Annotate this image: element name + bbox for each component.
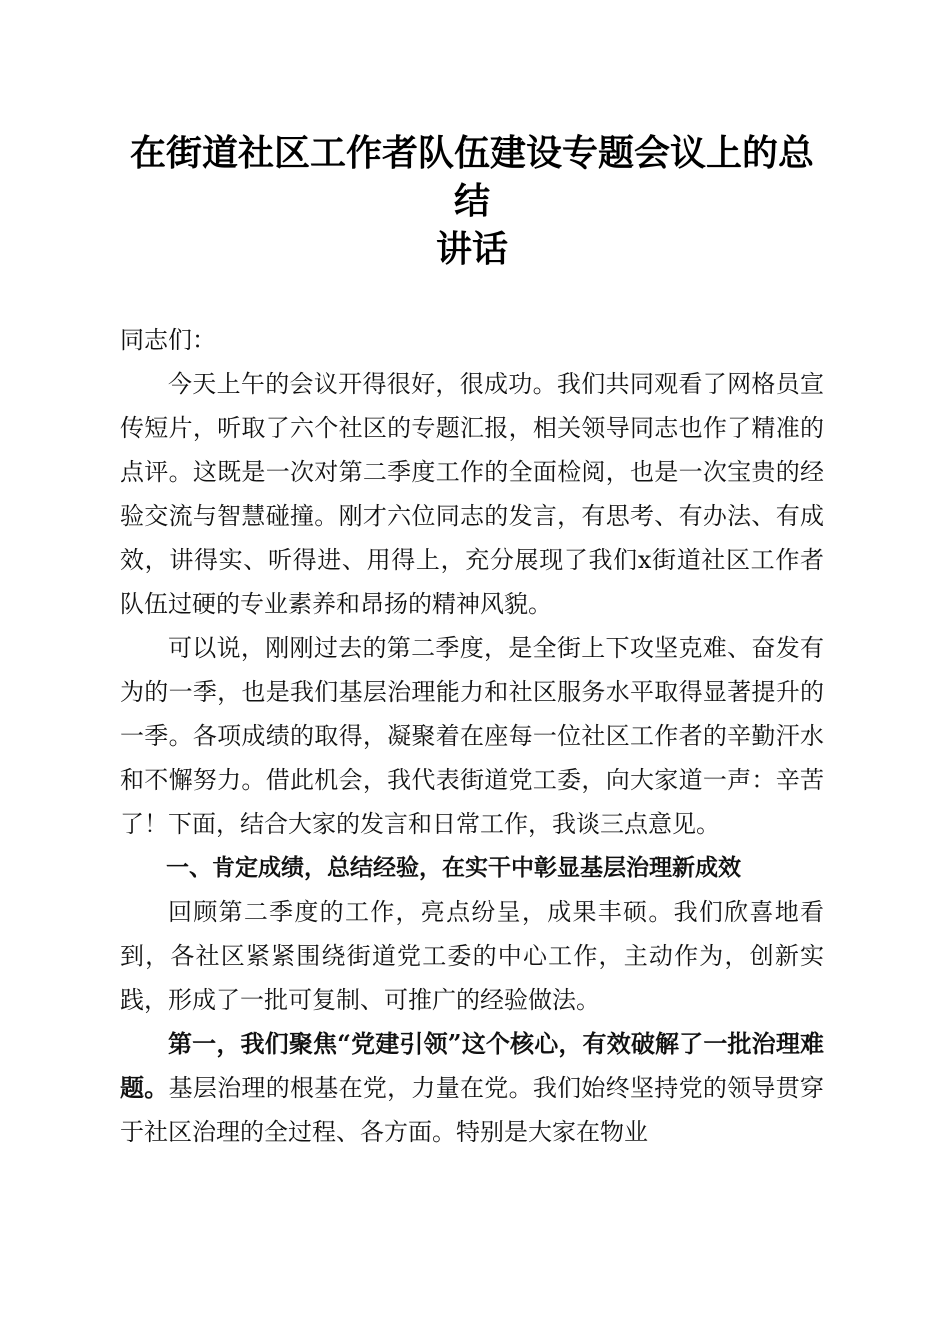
title-line-1: 在街道社区工作者队伍建设专题会议上的总结: [129, 133, 814, 222]
section-heading-1: 一、肯定成绩，总结经验，在实干中彰显基层治理新成效: [166, 855, 741, 881]
document-title: [120, 130, 824, 274]
title-line-2: 讲话: [435, 229, 508, 270]
salutation: 同志们：: [120, 326, 216, 354]
paragraph-2: 可以说，刚刚过去的第二季度，是全街上下攻坚克难、奋发有为的一季，也是我们基层治理能力和社区服务水平取得显著提升的一季。各项成绩的取得，凝聚着在座每一位社区工作者的辛勤汗水和不懈努力。借此机会，我代表街道党工委，向大家道一声：辛苦了！下面，结合大家的发言和日常工作，我谈三点意见。: [120, 634, 824, 838]
paragraph-1: 今天上午的会议开得很好，很成功。我们共同观看了网格员宣传短片，听取了六个社区的专题汇报，相关领导同志也作了精准的点评。这既是一次对第二季度工作的全面检阅，也是一次宝贵的经验交流与智慧碰撞。刚才六位同志的发言，有思考、有办法、有成效，讲得实、听得进、用得上，充分展现了我们x街道社区工作者队伍过硬的专业素养和昂扬的精神风貌。: [120, 370, 824, 618]
paragraph-4: [120, 1022, 824, 1154]
paragraph-3: 回顾第二季度的工作，亮点纷呈，成果丰硕。我们欣喜地看到，各社区紧紧围绕街道党工委的中心工作，主动作为，创新实践，形成了一批可复制、可推广的经验做法。: [120, 898, 824, 1014]
document-body: [120, 318, 824, 1154]
paragraph-4-lead: 第一，我们聚焦“党建引领”这个核心，有效破解了一批治理难题。: [120, 1029, 824, 1102]
document-page: [120, 130, 824, 1154]
paragraph-4-rest: 基层治理的根基在党，力量在党。我们始终坚持党的领导贯穿于社区治理的全过程、各方面。特别是大家在物业: [120, 1074, 825, 1146]
